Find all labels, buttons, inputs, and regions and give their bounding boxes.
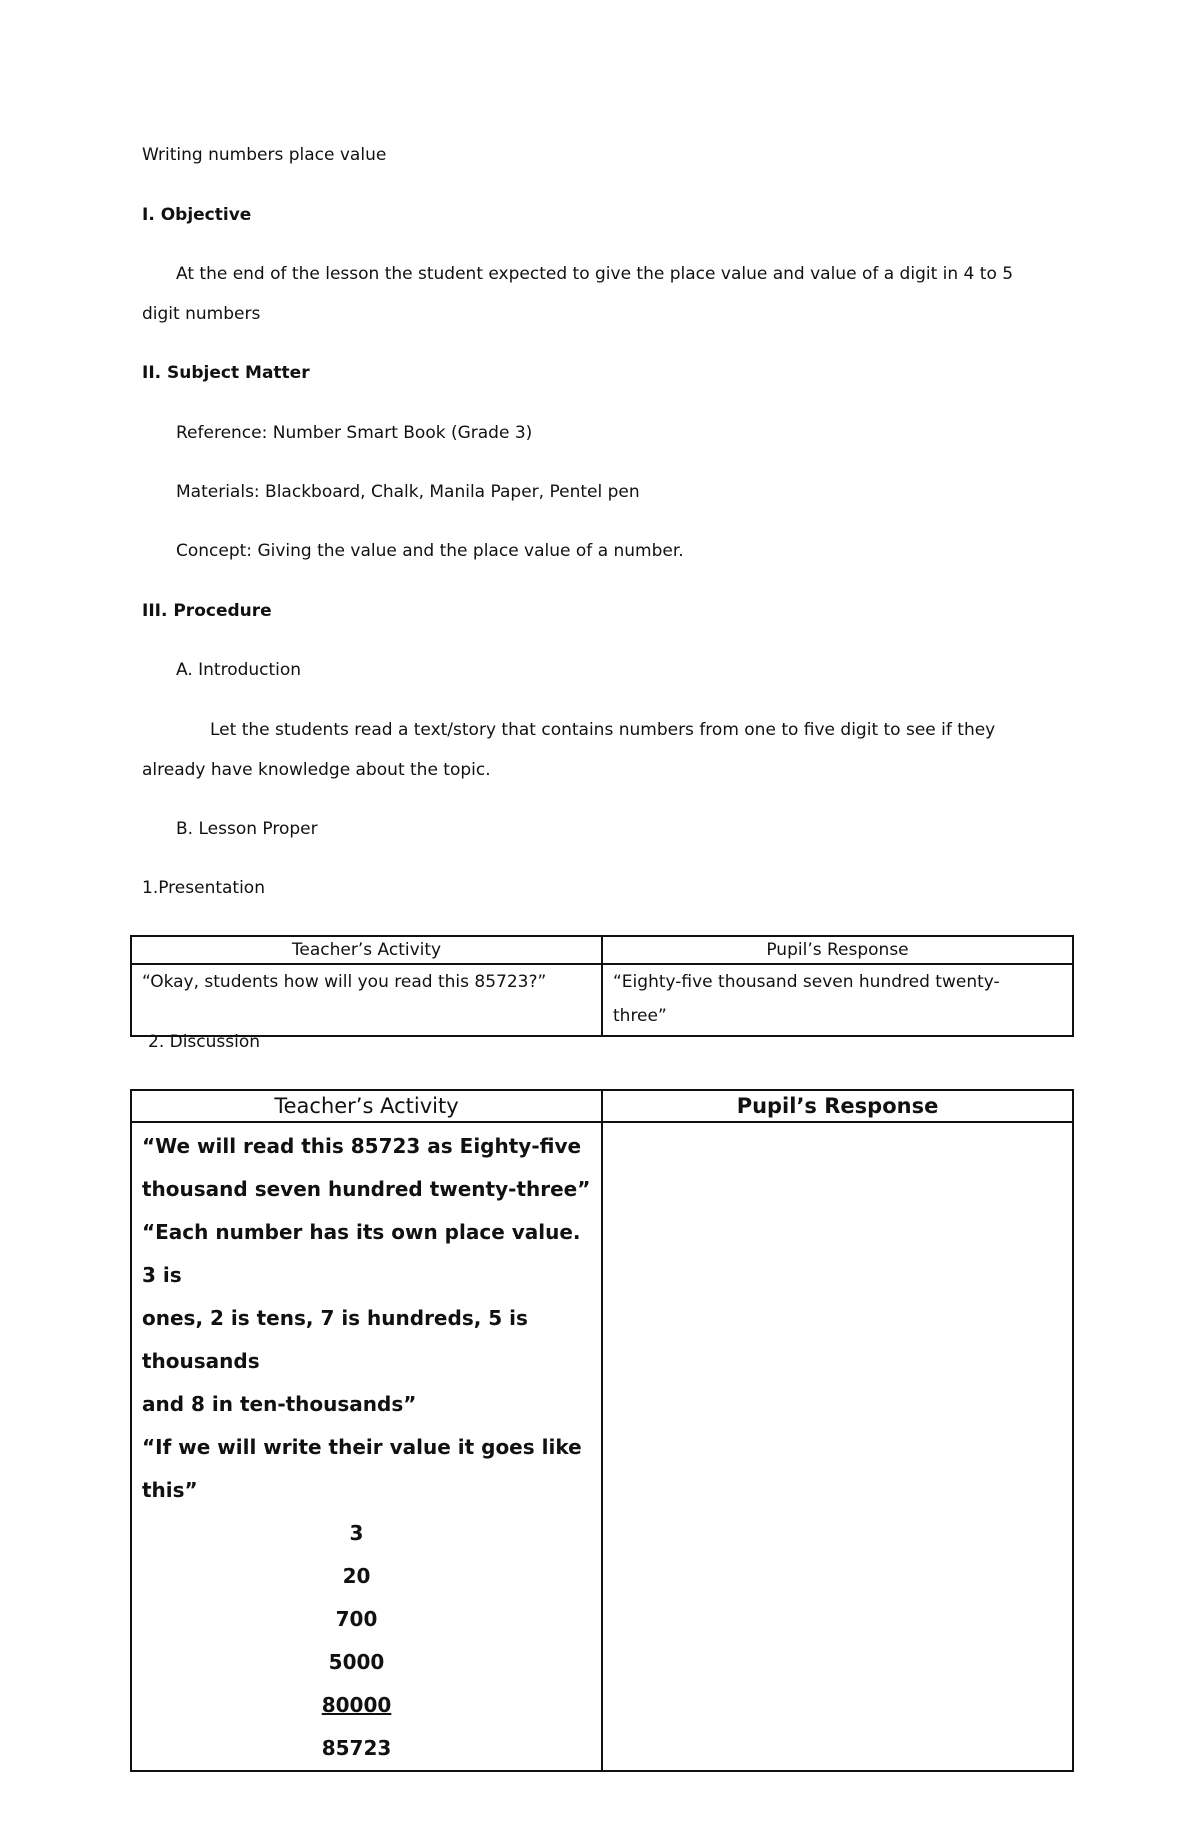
value-ones: 3 xyxy=(349,1521,364,1545)
presentation-pupil-cell xyxy=(602,964,1073,1036)
reference-text: Reference: Number Smart Book (Grade 3) xyxy=(176,423,533,443)
presentation-table xyxy=(130,935,1074,1037)
presentation-teacher-cell xyxy=(131,964,602,1036)
value-tens: 20 xyxy=(342,1564,371,1588)
discussion-line: and 8 in ten-thousands” xyxy=(142,1392,417,1416)
concept-text: Concept: Giving the value and the place value of a number. xyxy=(176,541,684,561)
introduction-text-line2: already have knowledge about the topic. xyxy=(142,760,491,780)
introduction-heading: A. Introduction xyxy=(176,660,302,680)
materials-text: Materials: Blackboard, Chalk, Manila Paper, Pentel pen xyxy=(176,482,640,502)
discussion-pupil-cell xyxy=(602,1122,1073,1771)
value-ten-thousands: 80000 xyxy=(321,1693,392,1717)
discussion-pupil-header: Pupil’s Response xyxy=(602,1090,1073,1122)
objective-text-line2: digit numbers xyxy=(142,304,261,324)
presentation-pupil-line2: three” xyxy=(613,1006,667,1026)
discussion-line: thousand seven hundred twenty-three” xyxy=(142,1177,591,1201)
discussion-line: ones, 2 is tens, 7 is hundreds, 5 is thousands xyxy=(142,1306,528,1373)
lesson-proper-heading: B. Lesson Proper xyxy=(176,819,318,839)
discussion-heading: 2. Discussion xyxy=(148,1032,261,1052)
discussion-line: “If we will write their value it goes like this” xyxy=(142,1435,582,1502)
objective-text-line1: At the end of the lesson the student expected to give the place value and value of a digit in 4 to 5 xyxy=(176,264,1014,284)
document-title: Writing numbers place value xyxy=(142,145,387,165)
discussion-line: “Each number has its own place value. 3 is xyxy=(142,1220,581,1287)
presentation-teacher-header: Teacher’s Activity xyxy=(131,936,602,964)
subject-matter-heading: II. Subject Matter xyxy=(142,363,310,383)
presentation-pupil-line1: “Eighty-five thousand seven hundred twenty- xyxy=(613,972,1000,992)
presentation-heading: 1.Presentation xyxy=(142,878,265,898)
discussion-teacher-header: Teacher’s Activity xyxy=(131,1090,602,1122)
discussion-table xyxy=(130,1089,1074,1772)
value-hundreds: 700 xyxy=(335,1607,378,1631)
discussion-teacher-cell xyxy=(131,1122,602,1771)
introduction-text-line1: Let the students read a text/story that contains numbers from one to five digit to see if they xyxy=(210,720,996,740)
procedure-heading: III. Procedure xyxy=(142,601,272,621)
value-thousands: 5000 xyxy=(328,1650,385,1674)
objective-heading: I. Objective xyxy=(142,205,252,225)
value-total: 85723 xyxy=(321,1736,392,1760)
presentation-teacher-text: “Okay, students how will you read this 85723?” xyxy=(142,972,547,992)
discussion-line: “We will read this 85723 as Eighty-five xyxy=(142,1134,582,1158)
presentation-pupil-header: Pupil’s Response xyxy=(602,936,1073,964)
